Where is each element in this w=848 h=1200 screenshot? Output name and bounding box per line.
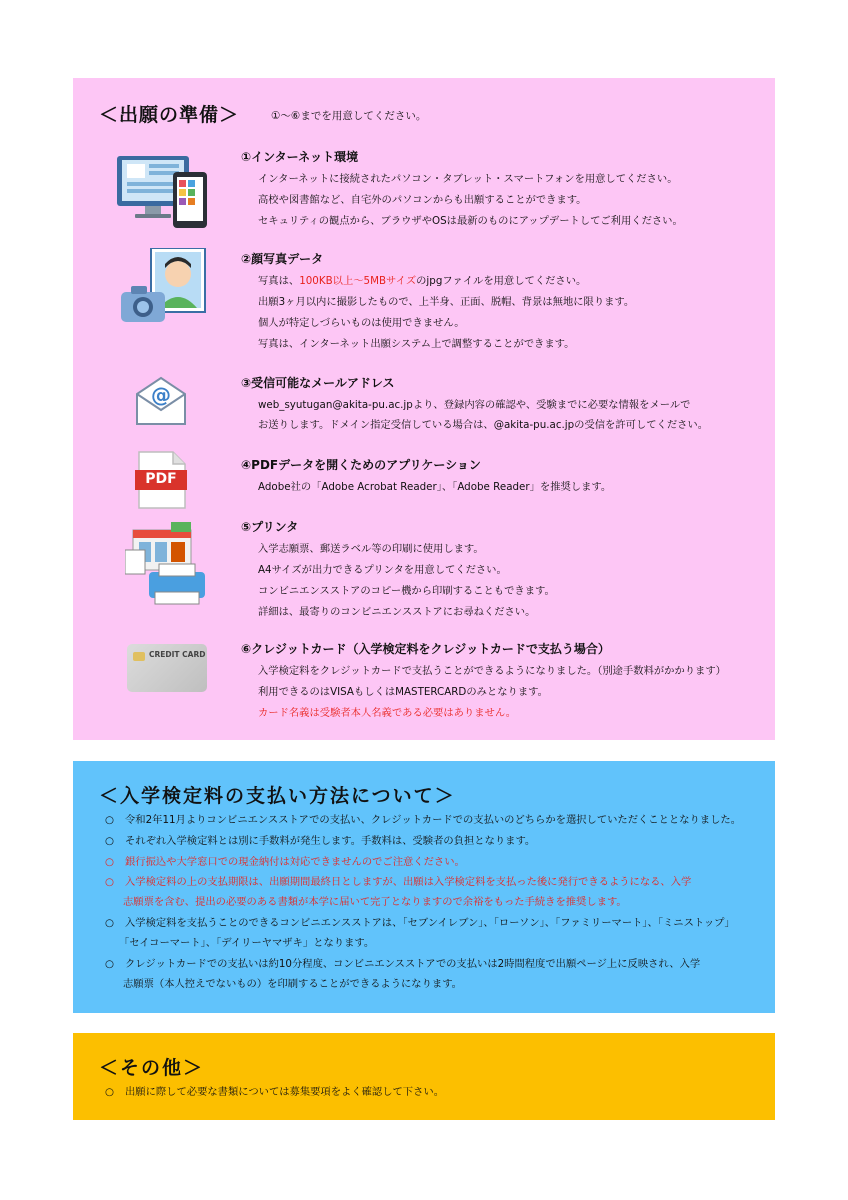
item-heading: ⑥クレジットカード（入学検定料をクレジットカードで支払う場合） — [241, 642, 610, 656]
photo-size-requirement: 100KB以上～5MBサイズ — [299, 275, 417, 287]
item-heading: ⑤プリンタ — [241, 520, 299, 534]
bullet-mark: ○ — [105, 856, 114, 868]
bullet-text: 銀行振込や大学窓口での現金納付は対応できませんのでご注意ください。 — [125, 856, 465, 868]
item-heading: ④PDFデータを開くためのアプリケーション — [241, 458, 481, 472]
item-line: 利用できるのはVISAもしくはMASTERCARDのみとなります。 — [258, 686, 548, 698]
payment-bullet — [105, 914, 735, 929]
payment-title: ＜入学検定料の支払い方法について＞ — [99, 785, 456, 807]
item-line: A4サイズが出力できるプリンタを用意してください。 — [258, 564, 507, 576]
bullet-text: 入学検定料の上の支払期限は、出願期間最終日としますが、出願は入学検定料を支払った後に発行できるようになる、入学 — [125, 876, 692, 888]
photo-camera-icon — [119, 248, 209, 332]
payment-bullet — [105, 873, 691, 888]
bullet-text: 入学検定料を支払うことのできるコンビニエンスストアは、「セブンイレブン」、「ローソン」、「ファミリーマート」、「ミニストップ」 — [125, 917, 735, 929]
bullet-mark: ○ — [105, 1086, 114, 1098]
item-line: 入学志願票、郵送ラベル等の印刷に使用します。 — [258, 543, 484, 555]
bullet-text: クレジットカードでの支払いは約10分程度、コンビニエンスストアでの支払いは2時間程度で出願ページ上に反映され、入学 — [125, 958, 701, 970]
line-text: のjpgファイルを用意してください。 — [416, 275, 587, 287]
payment-bullet — [105, 811, 741, 826]
pdf-document-icon — [135, 450, 187, 514]
other-bullet — [105, 1083, 444, 1098]
payment-bullet — [105, 955, 700, 970]
other-section — [73, 1033, 775, 1120]
bullet-text: 出願に際して必要な書類については募集要項をよく確認して下さい。 — [125, 1086, 444, 1098]
item-line: コンビニエンスストアのコピー機から印刷することもできます。 — [258, 585, 555, 597]
mail-envelope-icon — [133, 374, 189, 432]
item-heading: ③受信可能なメールアドレス — [241, 376, 395, 390]
payment-bullet — [105, 853, 465, 868]
item-line: web_syutugan@akita-pu.ac.jpより、登録内容の確認や、受験までに必要な情報をメールで — [258, 399, 691, 411]
other-title: ＜その他＞ — [99, 1057, 205, 1079]
line-text: 写真は、 — [258, 275, 300, 287]
payment-bullet-continued: 「セイコーマート」、「デイリーヤマザキ」となります。 — [119, 937, 375, 949]
credit-card-icon — [127, 644, 207, 692]
item-line: 詳細は、最寄りのコンビニエンスストアにお尋ねください。 — [258, 606, 536, 618]
item-line: インターネットに接続されたパソコン・タブレット・スマートフォンを用意してください。 — [258, 173, 678, 185]
bullet-mark: ○ — [105, 876, 114, 888]
card-name-notice: カード名義は受験者本人名義である必要はありません。 — [258, 707, 517, 719]
bullet-mark: ○ — [105, 814, 114, 826]
payment-bullet-continued: 志願票（本人控えでないもの）を印刷することができるようになります。 — [123, 978, 462, 990]
preparation-section — [73, 78, 775, 740]
payment-bullet — [105, 832, 535, 847]
item-line: セキュリティの観点から、ブラウザやOSは最新のものにアップデートしてご利用ください。 — [258, 215, 683, 227]
item-line: Adobe社の「Adobe Acrobat Reader」、「Adobe Reader」を推奨します。 — [258, 481, 612, 493]
bullet-mark: ○ — [105, 835, 114, 847]
card-chip — [133, 652, 145, 661]
item-line — [258, 272, 586, 287]
payment-bullet-continued: 志願票を含む、提出の必要のある書類が本学に届いて完了となりますので余裕をもった手続きを推奨します。 — [123, 896, 627, 908]
bullet-text: 令和2年11月よりコンビニエンスストアでの支払い、クレジットカードでの支払いのどちらかを選択していただくこととなりました。 — [125, 814, 741, 826]
preparation-subtitle: ①～⑥までを用意してください。 — [271, 110, 427, 122]
bullet-text: それぞれ入学検定料とは別に手数料が発生します。手数料は、受験者の負担となります。 — [125, 835, 536, 847]
preparation-title: ＜出願の準備＞ — [99, 104, 240, 126]
bullet-mark: ○ — [105, 958, 114, 970]
payment-section — [73, 761, 775, 1013]
bullet-mark: ○ — [105, 917, 114, 929]
printer-store-icon — [125, 522, 215, 616]
computer-tablet-icon — [115, 152, 215, 236]
item-heading: ①インターネット環境 — [241, 150, 359, 164]
svg-text:@: @ — [151, 383, 171, 407]
item-line: 個人が特定しづらいものは使用できません。 — [258, 317, 465, 329]
card-label: CREDIT CARD — [149, 650, 206, 659]
item-line: 出願3ヶ月以内に撮影したもので、上半身、正面、脱帽、背景は無地に限ります。 — [258, 296, 635, 308]
pdf-label: PDF — [145, 471, 177, 487]
item-line: お送りします。ドメイン指定受信している場合は、@akita-pu.ac.jpの受信を許可してください。 — [258, 419, 709, 431]
item-line: 写真は、インターネット出願システム上で調整することができます。 — [258, 338, 575, 350]
item-line: 入学検定料をクレジットカードで支払うことができるようになりました。（別途手数料がかかります） — [258, 665, 726, 677]
item-heading: ②顔写真データ — [241, 252, 324, 266]
item-line: 高校や図書館など、自宅外のパソコンからも出願することができます。 — [258, 194, 587, 206]
